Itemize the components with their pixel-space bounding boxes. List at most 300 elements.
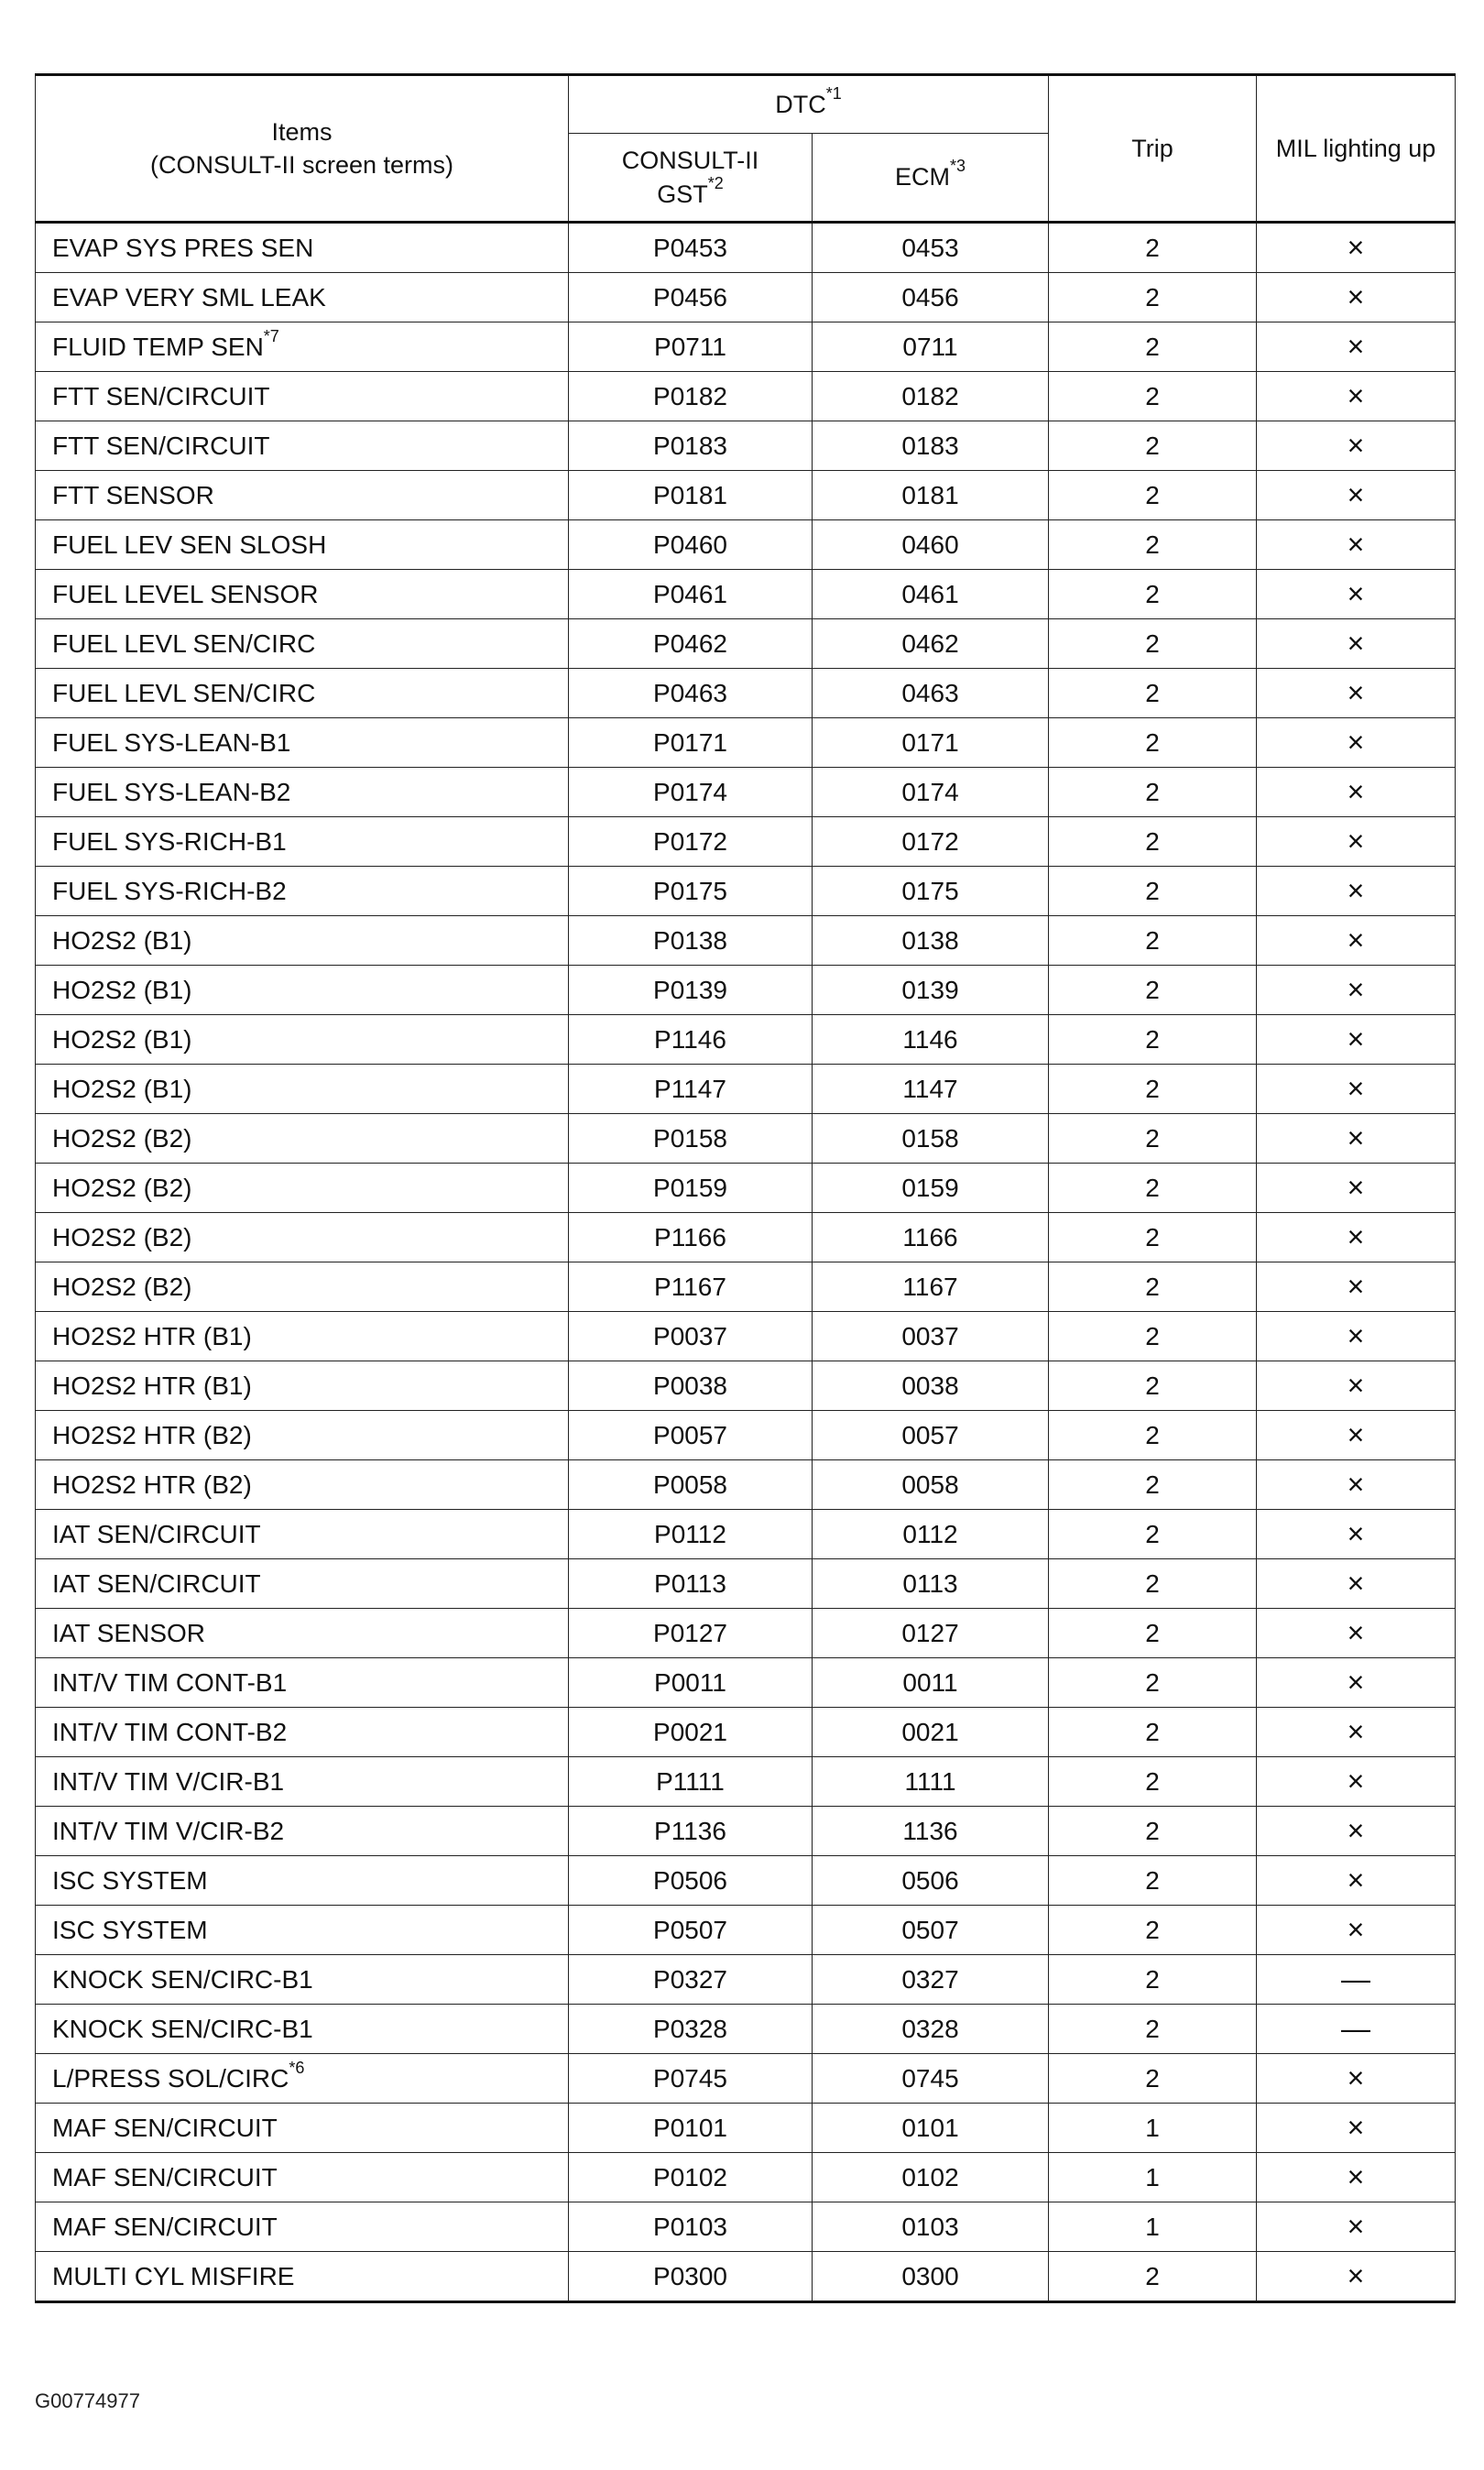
ecm-code-cell: 0158 [813,1114,1049,1164]
mil-cell: × [1257,273,1456,322]
item-cell [36,322,569,372]
trip-cell: 2 [1049,1361,1257,1411]
item-cell [36,1807,569,1856]
item-name: HO2S2 HTR (B2) [52,1470,252,1499]
gst-code-cell: P0172 [569,817,813,867]
item-name: MAF SEN/CIRCUIT [52,2113,278,2142]
item-cell [36,1114,569,1164]
mil-cell: × [1257,669,1456,718]
item-name: HO2S2 (B2) [52,1123,192,1153]
ecm-code-cell: 0113 [813,1559,1049,1609]
mil-cell: × [1257,1658,1456,1708]
table-row [36,1559,1456,1609]
item-cell [36,1361,569,1411]
table-row [36,520,1456,570]
gst-code-cell: P1147 [569,1065,813,1114]
gst-code-cell: P0453 [569,223,813,273]
trip-cell: 2 [1049,1708,1257,1757]
item-name: FUEL LEVEL SENSOR [52,579,319,608]
item-cell [36,2005,569,2054]
mil-cell: × [1257,372,1456,421]
item-name: EVAP SYS PRES SEN [52,233,314,262]
ecm-code-cell: 0461 [813,570,1049,619]
gst-code-cell: P0103 [569,2202,813,2252]
item-cell [36,1312,569,1361]
ecm-code-cell: 1166 [813,1213,1049,1262]
ecm-code-cell: 0138 [813,916,1049,966]
item-footnote-mark: *7 [263,326,279,345]
items-header-label: Items [271,117,333,146]
ecm-code-cell: 0058 [813,1460,1049,1510]
trip-cell: 2 [1049,1065,1257,1114]
item-cell [36,916,569,966]
ecm-code-cell: 1146 [813,1015,1049,1065]
gst-code-cell: P0037 [569,1312,813,1361]
table-row [36,1164,1456,1213]
mil-cell: × [1257,223,1456,273]
mil-cell: × [1257,1262,1456,1312]
item-name: FUEL LEVL SEN/CIRC [52,678,316,707]
table-row [36,1262,1456,1312]
ecm-code-cell: 0181 [813,471,1049,520]
gst-code-cell: P0101 [569,2104,813,2153]
trip-cell: 2 [1049,1164,1257,1213]
table-row [36,273,1456,322]
trip-cell: 2 [1049,867,1257,916]
item-name: FUEL SYS-RICH-B1 [52,826,287,856]
item-cell [36,2252,569,2302]
mil-cell: × [1257,1559,1456,1609]
gst-code-cell: P0057 [569,1411,813,1460]
item-cell [36,1065,569,1114]
trip-cell: 2 [1049,966,1257,1015]
item-name: FUEL LEV SEN SLOSH [52,530,327,559]
mil-cell: × [1257,1807,1456,1856]
item-cell [36,1015,569,1065]
table-row [36,718,1456,768]
mil-cell: — [1257,1955,1456,2005]
table-row [36,2054,1456,2104]
mil-cell: × [1257,768,1456,817]
gst-code-cell: P0174 [569,768,813,817]
gst-header-label: GST [657,180,708,208]
item-cell [36,768,569,817]
item-name: ISC SYSTEM [52,1865,208,1895]
trip-header [1049,75,1257,223]
ecm-code-cell: 0057 [813,1411,1049,1460]
item-name: MAF SEN/CIRCUIT [52,2162,278,2191]
ecm-code-cell: 0103 [813,2202,1049,2252]
table-row [36,1114,1456,1164]
table-row [36,619,1456,669]
table-row [36,1658,1456,1708]
item-cell [36,1658,569,1708]
trip-cell: 2 [1049,916,1257,966]
ecm-code-cell: 0183 [813,421,1049,471]
ecm-code-cell: 0711 [813,322,1049,372]
gst-code-cell: P0138 [569,916,813,966]
gst-code-cell: P1167 [569,1262,813,1312]
gst-code-cell: P0113 [569,1559,813,1609]
trip-cell: 2 [1049,223,1257,273]
table-row [36,1856,1456,1906]
ecm-code-cell: 0506 [813,1856,1049,1906]
item-name: HO2S2 (B1) [52,975,192,1004]
item-name: L/PRESS SOL/CIRC [52,2063,289,2093]
gst-code-cell: P0112 [569,1510,813,1559]
table-row [36,322,1456,372]
ecm-code-cell: 0159 [813,1164,1049,1213]
item-cell [36,619,569,669]
item-name: HO2S2 HTR (B1) [52,1321,252,1350]
mil-cell: × [1257,966,1456,1015]
table-row [36,1708,1456,1757]
trip-cell: 2 [1049,322,1257,372]
table-row [36,1213,1456,1262]
consult-gst-header [569,134,813,223]
item-name: FTT SEN/CIRCUIT [52,381,270,410]
gst-code-cell: P0461 [569,570,813,619]
gst-code-cell: P0102 [569,2153,813,2202]
figure-code: G00774977 [35,2389,140,2412]
gst-code-cell: P0183 [569,421,813,471]
ecm-code-cell: 0139 [813,966,1049,1015]
table-row [36,1807,1456,1856]
item-name: HO2S2 (B2) [52,1272,192,1301]
item-cell [36,1411,569,1460]
dtc-header-label: DTC [775,90,826,118]
mil-cell: × [1257,1609,1456,1658]
item-cell [36,1213,569,1262]
item-cell [36,1510,569,1559]
ecm-code-cell: 0112 [813,1510,1049,1559]
header-row-top [36,75,1456,134]
table-row [36,2202,1456,2252]
consult-header-label: CONSULT-II [621,147,759,175]
table-row [36,1757,1456,1807]
item-cell [36,1164,569,1213]
gst-code-cell: P0506 [569,1856,813,1906]
gst-code-cell: P0175 [569,867,813,916]
item-cell [36,669,569,718]
item-name: EVAP VERY SML LEAK [52,282,326,311]
table-row [36,223,1456,273]
table-row [36,768,1456,817]
trip-cell: 2 [1049,768,1257,817]
item-cell [36,223,569,273]
table-row [36,817,1456,867]
item-name: HO2S2 (B2) [52,1222,192,1251]
gst-code-cell: P0181 [569,471,813,520]
ecm-code-cell: 0745 [813,2054,1049,2104]
trip-cell: 2 [1049,1559,1257,1609]
table-body [36,223,1456,2302]
trip-cell: 1 [1049,2153,1257,2202]
gst-code-cell: P0328 [569,2005,813,2054]
item-cell [36,2153,569,2202]
table-row [36,1411,1456,1460]
ecm-code-cell: 0460 [813,520,1049,570]
gst-code-cell: P0182 [569,372,813,421]
item-name: FUEL SYS-LEAN-B1 [52,727,291,757]
trip-cell: 2 [1049,471,1257,520]
mil-cell: × [1257,1114,1456,1164]
table-row [36,1955,1456,2005]
item-name: HO2S2 HTR (B2) [52,1420,252,1449]
mil-cell: × [1257,2252,1456,2302]
mil-cell: × [1257,1015,1456,1065]
item-name: FUEL LEVL SEN/CIRC [52,628,316,658]
item-name: KNOCK SEN/CIRC-B1 [52,2014,313,2043]
gst-code-cell: P0021 [569,1708,813,1757]
ecm-code-cell: 0102 [813,2153,1049,2202]
mil-cell: × [1257,1411,1456,1460]
ecm-code-cell: 0021 [813,1708,1049,1757]
item-name: INT/V TIM CONT-B2 [52,1717,288,1746]
trip-cell: 2 [1049,1807,1257,1856]
trip-cell: 2 [1049,1312,1257,1361]
trip-cell: 2 [1049,1213,1257,1262]
trip-cell: 2 [1049,1460,1257,1510]
item-cell [36,520,569,570]
item-cell [36,421,569,471]
gst-code-cell: P0300 [569,2252,813,2302]
mil-cell: × [1257,520,1456,570]
ecm-code-cell: 0127 [813,1609,1049,1658]
mil-cell: × [1257,1906,1456,1955]
item-cell [36,1955,569,2005]
item-cell [36,1609,569,1658]
item-name: IAT SEN/CIRCUIT [52,1568,261,1598]
ecm-code-cell: 0507 [813,1906,1049,1955]
items-header [36,75,569,223]
trip-cell: 2 [1049,421,1257,471]
ecm-code-cell: 0175 [813,867,1049,916]
item-name: HO2S2 HTR (B1) [52,1371,252,1400]
item-name: INT/V TIM CONT-B1 [52,1667,288,1697]
ecm-code-cell: 0456 [813,273,1049,322]
mil-cell: × [1257,867,1456,916]
item-cell [36,1708,569,1757]
item-footnote-mark: *6 [289,2058,305,2077]
gst-code-cell: P0139 [569,966,813,1015]
item-cell [36,1460,569,1510]
ecm-code-cell: 0171 [813,718,1049,768]
gst-code-cell: P0462 [569,619,813,669]
trip-cell: 2 [1049,2054,1257,2104]
ecm-code-cell: 0453 [813,223,1049,273]
table-row [36,471,1456,520]
gst-code-cell: P1111 [569,1757,813,1807]
gst-code-cell: P0327 [569,1955,813,2005]
trip-cell: 2 [1049,2252,1257,2302]
mil-header [1257,75,1456,223]
item-cell [36,867,569,916]
item-cell [36,718,569,768]
gst-footnote-mark: *2 [707,173,724,192]
table-row [36,1906,1456,1955]
gst-code-cell: P0463 [569,669,813,718]
ecm-code-cell: 1136 [813,1807,1049,1856]
item-name: MULTI CYL MISFIRE [52,2261,295,2290]
mil-cell: × [1257,916,1456,966]
ecm-code-cell: 0463 [813,669,1049,718]
ecm-code-cell: 0182 [813,372,1049,421]
item-cell [36,2202,569,2252]
table-row [36,1015,1456,1065]
trip-cell: 2 [1049,1757,1257,1807]
item-name: IAT SENSOR [52,1618,206,1647]
trip-cell: 2 [1049,1510,1257,1559]
trip-cell: 2 [1049,817,1257,867]
ecm-code-cell: 0037 [813,1312,1049,1361]
trip-cell: 2 [1049,718,1257,768]
mil-cell: × [1257,1510,1456,1559]
ecm-code-cell: 0038 [813,1361,1049,1411]
gst-code-cell: P1136 [569,1807,813,1856]
trip-cell: 1 [1049,2202,1257,2252]
mil-cell: × [1257,1361,1456,1411]
item-name: MAF SEN/CIRCUIT [52,2212,278,2241]
ecm-footnote-mark: *3 [950,157,966,176]
item-name: HO2S2 (B1) [52,1074,192,1103]
gst-code-cell: P0745 [569,2054,813,2104]
table-row [36,2005,1456,2054]
mil-cell: × [1257,2054,1456,2104]
item-cell [36,2054,569,2104]
dtc-table [35,73,1456,2303]
mil-cell: — [1257,2005,1456,2054]
trip-cell: 2 [1049,1856,1257,1906]
item-cell [36,1906,569,1955]
mil-cell: × [1257,570,1456,619]
ecm-code-cell: 0011 [813,1658,1049,1708]
gst-code-cell: P0158 [569,1114,813,1164]
mil-cell: × [1257,1065,1456,1114]
trip-cell: 2 [1049,1015,1257,1065]
table-row [36,421,1456,471]
gst-code-cell: P0127 [569,1609,813,1658]
trip-cell: 2 [1049,372,1257,421]
ecm-code-cell: 0328 [813,2005,1049,2054]
ecm-code-cell: 0300 [813,2252,1049,2302]
mil-cell: × [1257,2153,1456,2202]
trip-cell: 2 [1049,570,1257,619]
gst-code-cell: P0711 [569,322,813,372]
mil-cell: × [1257,817,1456,867]
trip-cell: 2 [1049,273,1257,322]
mil-cell: × [1257,322,1456,372]
gst-code-cell: P0171 [569,718,813,768]
gst-code-cell: P0011 [569,1658,813,1708]
item-cell [36,372,569,421]
mil-cell: × [1257,718,1456,768]
item-name: INT/V TIM V/CIR-B2 [52,1816,285,1845]
dtc-header [569,75,1049,134]
table-row [36,2153,1456,2202]
trip-cell: 2 [1049,520,1257,570]
item-name: IAT SEN/CIRCUIT [52,1519,261,1548]
mil-cell: × [1257,471,1456,520]
gst-code-cell: P1166 [569,1213,813,1262]
gst-code-cell: P0058 [569,1460,813,1510]
table-row [36,1460,1456,1510]
trip-cell: 2 [1049,669,1257,718]
trip-cell: 2 [1049,1906,1257,1955]
mil-cell: × [1257,1757,1456,1807]
gst-code-cell: P0456 [569,273,813,322]
gst-code-cell: P1146 [569,1015,813,1065]
items-header-sub-label: (CONSULT-II screen terms) [149,151,454,179]
mil-header-label: MIL lighting up [1275,134,1436,162]
item-name: HO2S2 (B1) [52,1024,192,1054]
item-name: FUEL SYS-LEAN-B2 [52,777,291,806]
item-name: HO2S2 (B2) [52,1173,192,1202]
mil-cell: × [1257,1856,1456,1906]
trip-cell: 2 [1049,1262,1257,1312]
item-cell [36,570,569,619]
table-row [36,570,1456,619]
mil-cell: × [1257,1312,1456,1361]
item-name: FLUID TEMP SEN [52,332,264,361]
mil-cell: × [1257,2202,1456,2252]
table-row [36,916,1456,966]
item-name: FTT SEN/CIRCUIT [52,431,270,460]
ecm-code-cell: 0462 [813,619,1049,669]
item-cell [36,966,569,1015]
ecm-code-cell: 0327 [813,1955,1049,2005]
ecm-code-cell: 0172 [813,817,1049,867]
ecm-header-label: ECM [895,163,950,191]
table-row [36,669,1456,718]
item-cell [36,471,569,520]
table-row [36,1361,1456,1411]
table-row [36,2104,1456,2153]
mil-cell: × [1257,1213,1456,1262]
item-name: FTT SENSOR [52,480,214,509]
ecm-code-cell: 0101 [813,2104,1049,2153]
mil-cell: × [1257,1708,1456,1757]
table-header [36,75,1456,223]
table-row [36,372,1456,421]
item-name: ISC SYSTEM [52,1915,208,1944]
item-name: HO2S2 (B1) [52,925,192,955]
trip-cell: 2 [1049,1609,1257,1658]
ecm-code-cell: 1111 [813,1757,1049,1807]
item-cell [36,1856,569,1906]
table-row [36,867,1456,916]
trip-cell: 2 [1049,619,1257,669]
ecm-code-cell: 1147 [813,1065,1049,1114]
mil-cell: × [1257,1460,1456,1510]
item-name: INT/V TIM V/CIR-B1 [52,1766,285,1796]
item-cell [36,273,569,322]
mil-cell: × [1257,1164,1456,1213]
trip-cell: 2 [1049,1955,1257,2005]
table-row [36,966,1456,1015]
mil-cell: × [1257,2104,1456,2153]
ecm-code-cell: 1167 [813,1262,1049,1312]
gst-code-cell: P0038 [569,1361,813,1411]
item-name: FUEL SYS-RICH-B2 [52,876,287,905]
trip-cell: 2 [1049,1411,1257,1460]
gst-code-cell: P0159 [569,1164,813,1213]
trip-header-label: Trip [1131,134,1173,162]
gst-code-cell: P0460 [569,520,813,570]
dtc-footnote-mark: *1 [825,83,842,103]
item-name: KNOCK SEN/CIRC-B1 [52,1964,313,1994]
table-row [36,2252,1456,2302]
